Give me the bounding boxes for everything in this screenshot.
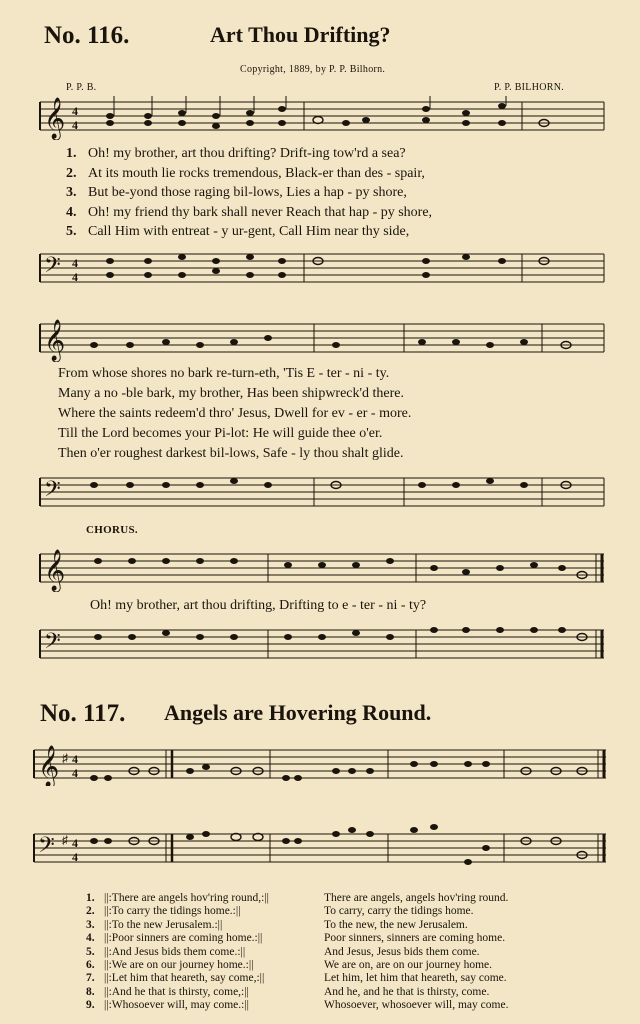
svg-text:♯: ♯ xyxy=(62,833,68,847)
hymn-116-chorus-text: Oh! my brother, art thou drifting, Drifting to e - ter - ni - ty? xyxy=(90,598,427,613)
hymn-116-verse-line xyxy=(66,224,606,244)
hymn-117-verse-left xyxy=(86,905,324,918)
verse-number: 5. xyxy=(86,945,95,958)
hymn-116-system2-treble-staff xyxy=(36,318,608,362)
svg-text:𝄞: 𝄞 xyxy=(44,320,66,361)
hymn-117-verse-left xyxy=(86,919,324,932)
verse-text: ||:We are on our journey home.:|| xyxy=(104,958,254,971)
hymn-117-verse-right: To the new, the new Jerusalem. xyxy=(324,918,468,931)
hymn-116-copyright: Copyright, 1889, by P. P. Bilhorn. xyxy=(240,64,386,75)
verse-number: 2. xyxy=(66,165,77,181)
hymn-116-title: Art Thou Drifting? xyxy=(210,22,391,47)
hymn-117-verse-right: To carry, carry the tidings home. xyxy=(324,905,474,918)
hymn-116-system1-treble-staff xyxy=(36,96,608,140)
hymn-117-verse-right: Poor sinners, sinners are coming home. xyxy=(324,932,506,945)
hymn-116-chorus-label: CHORUS. xyxy=(86,524,138,536)
verse-text: At its mouth lie rocks tremendous, Black-er than des - spair, xyxy=(88,165,425,181)
hymn-116-chorus-bass-staff xyxy=(36,622,608,672)
hymn-116-chorus-treble-staff xyxy=(36,548,608,592)
hymn-116-verse-line: Where the saints redeem'd thro' Jesus, Dwell for ev - er - more. xyxy=(58,406,412,421)
hymn-117-verse-right: And he, and he that is thirsty, come. xyxy=(324,985,490,998)
verse-number: 1. xyxy=(66,146,77,161)
verse-text: ||:And Jesus bids them come.:|| xyxy=(104,945,246,958)
verse-text: ||:Let him that heareth, say come,:|| xyxy=(104,972,265,985)
hymn-117-verse-left xyxy=(86,959,324,972)
hymn-116-verse-line: Then o'er roughest darkest bil-lows, Safe - ly thou shalt glide. xyxy=(58,446,404,461)
hymn-117-verse-right: There are angels, angels hov'ring round. xyxy=(324,892,509,904)
svg-text:𝄢: 𝄢 xyxy=(44,253,61,283)
svg-text:𝄞: 𝄞 xyxy=(38,746,60,786)
hymn-116-system2-bass-staff xyxy=(36,470,608,514)
verse-number: 4. xyxy=(66,204,77,220)
hymn-117-treble-staff xyxy=(30,742,610,786)
hymn-117-number: No. 117. xyxy=(40,700,126,727)
hymn-117-title: Angels are Hovering Round. xyxy=(164,700,432,725)
verse-number: 5. xyxy=(66,224,77,239)
hymn-116-verse-line xyxy=(66,185,606,205)
svg-text:𝄢: 𝄢 xyxy=(44,629,61,659)
hymn-117-verses-left xyxy=(86,892,324,1013)
verse-number: 8. xyxy=(86,985,95,998)
hymn-116-words-credit: P. P. B. xyxy=(66,82,97,93)
verse-number: 9. xyxy=(86,999,95,1012)
hymn-117-verse-left xyxy=(86,999,324,1012)
hymn-116-verse-line: From whose shores no bark re-turn-eth, 'Tis E - ter - ni - ty. xyxy=(58,366,390,381)
hymn-117-verses-right xyxy=(324,892,614,1013)
hymn-117-verse-right: Whosoever, whosoever will, may come. xyxy=(324,999,509,1012)
verse-text: ||:There are angels hov'ring round,:|| xyxy=(104,892,269,904)
verse-number: 7. xyxy=(86,972,95,985)
verse-number: 3. xyxy=(66,185,77,200)
hymn-116-system1-bass-staff xyxy=(36,246,608,290)
hymn-116-number: No. 116. xyxy=(44,22,130,49)
svg-text:4: 4 xyxy=(72,256,78,270)
verse-text: Call Him with entreat - y ur-gent, Call Him near thy side, xyxy=(88,224,410,239)
hymn-117-bass-staff xyxy=(30,820,610,880)
svg-text:4: 4 xyxy=(72,104,78,118)
verse-text: Oh! my friend thy bark shall never Reach that hap - py shore, xyxy=(88,204,433,220)
verse-text: ||:Whosoever will, may come.:|| xyxy=(104,999,249,1012)
svg-text:4: 4 xyxy=(72,270,78,284)
svg-text:4: 4 xyxy=(72,118,78,132)
svg-text:4: 4 xyxy=(72,766,78,780)
verse-text: ||:And he that is thirsty, come,:|| xyxy=(104,985,249,998)
verse-number: 3. xyxy=(86,918,95,931)
hymn-117-verse-right: And Jesus, Jesus bids them come. xyxy=(324,945,480,958)
svg-text:𝄢: 𝄢 xyxy=(38,833,55,863)
hymn-117-verse-left xyxy=(86,946,324,959)
verse-text: Oh! my brother, art thou drifting? Drift-ing tow'rd a sea? xyxy=(88,146,406,161)
hymn-116-verse-line: Till the Lord becomes your Pi-lot: He will guide thee o'er. xyxy=(58,426,383,441)
svg-text:4: 4 xyxy=(72,752,78,766)
hymn-117-verse-left xyxy=(86,972,324,985)
hymn-117-verse-right: Let him, let him that heareth, say come. xyxy=(324,972,507,985)
hymn-117-verse-left xyxy=(86,986,324,999)
hymn-116-verse-line xyxy=(66,205,606,225)
verse-text: ||:To the new Jerusalem.:|| xyxy=(104,918,223,931)
verse-text: ||:Poor sinners are coming home.:|| xyxy=(104,932,263,945)
svg-text:4: 4 xyxy=(72,850,78,864)
verse-number: 2. xyxy=(86,905,95,918)
hymn-116-music-credit: P. P. BILHORN. xyxy=(494,82,565,93)
svg-text:♯: ♯ xyxy=(62,751,68,765)
verse-number: 1. xyxy=(86,892,95,904)
verse-text: ||:To carry the tidings home.:|| xyxy=(104,905,241,918)
hymn-117-verse-right: We are on, are on our journey home. xyxy=(324,958,492,971)
verse-number: 4. xyxy=(86,932,95,945)
hymn-116-verse-line xyxy=(66,146,606,166)
verse-text: But be-yond those raging bil-lows, Lies a hap - py shore, xyxy=(88,185,407,200)
svg-text:𝄞: 𝄞 xyxy=(44,550,66,591)
verse-number: 6. xyxy=(86,958,95,971)
hymn-117-verse-left xyxy=(86,932,324,945)
hymn-117-verse-left xyxy=(86,892,324,905)
hymn-116-verse-line: Many a no -ble bark, my brother, Has been shipwreck'd there. xyxy=(58,386,405,401)
svg-text:𝄢: 𝄢 xyxy=(44,477,61,507)
svg-text:𝄞: 𝄞 xyxy=(44,98,66,139)
hymn-116-verse-line xyxy=(66,166,606,186)
svg-text:4: 4 xyxy=(72,836,78,850)
